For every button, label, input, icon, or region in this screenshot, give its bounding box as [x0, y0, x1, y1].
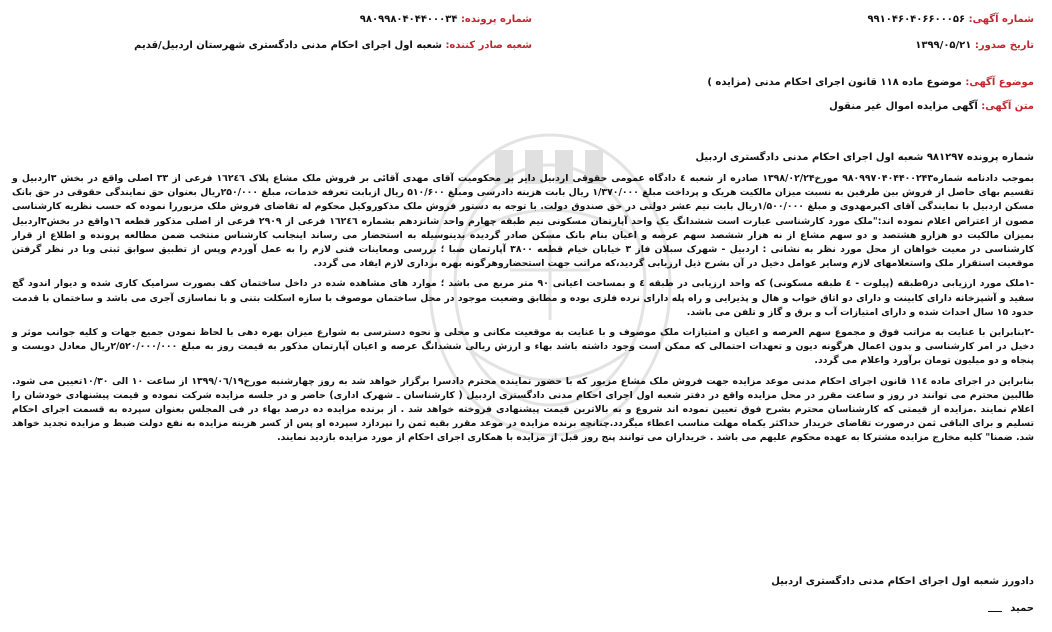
issue-date-label: تاریخ صدور: [974, 40, 1034, 51]
case-number-value: ۹۸۰۹۹۸۰۴۰۴۴۰۰۰۳۴ [359, 14, 458, 25]
paragraph-3: -۲بنابراین با عنایت به مراتب فوق و مجموع سهم العرصه و اعیان و امتیازات ملک موصوف و با عنایت به موقعیت مکانی و محلی و نحوه دسترسی به شوارع میزان بهره دهی با لحاظ نمودن جمیع جهات و کلیه جوانب موثر و دخیل در امر کارشناسی و بدون اعمال هرگونه دیون و تعهدات احتمالی که ممکن است وجود داشته باشد بهاء و ارزش ریالی ششدانگ عرصه و اعیان آپارتمان مذکور به قیمت روز به مبلغ ۲/۵۲۰/۰۰۰/۰۰۰ریال معادل دویست و پنجاه و دو میلیون تومان برآورد واعلام می گردد. [12, 327, 1034, 367]
case-number [360, 14, 532, 25]
notice-text-heading [829, 101, 1034, 112]
body-title: شماره پرونده ۹۸۱۲۹۷ شعبه اول اجرای احکام مدنی دادگستری اردبیل [695, 152, 1034, 163]
case-number-label: شماره پرونده: [460, 14, 532, 25]
issue-date-value: ۱۳۹۹/۰۵/۲۱ [915, 40, 972, 51]
paragraph-1: بموجب دادنامه شماره۹۸۰۹۹۷۰۴۰۴۴۰۰۲۴۳ مورخ۱۳۹۸/۰۲/۲۴ صادره از شعبه ٤ دادگاه عمومی حقوقی اردبیل دایر بر محکومیت آقای مهدی آقائی بر فروش ملک مشاع پلاک ۱٦۲٤٦ فرعی از ۳۳ اصلی واقع در بخش ۳اردبیل و تقسیم بهای حاصل از فروش بین طرفین به نسبت میزان مالکیت هریک و پرداخت مبلغ ۱/۳۷۰/۰۰۰ ریال بابت هزینه دادرسی ومبلغ ۵۱۰/۶۰۰ ریال ازبابت تعرفه خدمات، مبلغ ۲۵۰/۰۰۰ریال بعنوان حق نمایندگی حقوقی در حق بانک مسکن اردبیل با نمایندگی آقای اکبرمهدوی و مبلغ ۱/۵۰۰/۰۰۰ریال بابت نیم عشر دولتی در حق صندوق دولت. با توجه به دستور فروش ملک مذکوروکیل محکوم له تقاضای فروش ملک مزبوررا نموده که حسب نظریه کارشناسی مصون از اعتراض اعلام نموده اند:"ملک مورد کارشناسی عبارت است ششدانگ یک واحد آپارتمان مسکونی نیم طبقه چهارم واحد شانزدهم بشماره ۱٦۲٤٦ فرعی از ۲۹۰۹ فرعی از اصلی مذکور قطعه ۱٦واقع در بخش۳اردبیل بمیزان مالکیت دو هزارو هشتصد و دو سهم مشاع از نه هزار ششصد سهم عرصه و اعیان بنام بانک مسکن صادر گردیده بدینوسیله به استحضار می رساند اینجانب کارشناس منتخب ضمن مطالعه پرونده و اطلاع از قرار کارشناسی در معیت خواهان از محل مورد نظر به نشانی : اردبیل - شهرک سبلان فاز ۳ خیابان خیام قطعه ۳۸۰۰ آپارتمان صبا ؛ بررسی ومعاینات فنی لازم را به عمل آوردم وپس از تطبیق سوابق ثبتی وبا در نظر گرفتن موقعیت استقرار ملک واستعلامهای لازم وسایر عوامل دخیل در آن بشرح ذیل ارزیابی گردید،که مراتب جهت استحضاروهرگونه بهره برداری لازم ایفاد می گردد. [12, 173, 1035, 270]
notice-number-label: شماره آگهی: [968, 14, 1034, 25]
paragraph-2: -۱ملک مورد ارزیابی در۵طبقه (پیلوت - ٤ طبقه مسکونی) که واحد ارزیابی در طبقه ٤ و بمساحت اعیانی ۹۰ متر مربع می باشد ؛ موارد های مشاهده شده در داخل ساختمان کف بصورت سرامیک کاری شده و دیوار اندود گچ سفید و آشپزخانه دارای کابینت و دارای دو اتاق خواب و هال و پذیرایی و راه پله دارای نرده فلزی بوده و مطابق وضعیت موجود در محل ساختمان موصوف با سازه اسکلت بتنی و با نماسازی آجری می باشد و ساختمان با قدمت حدود ۱۵ سال احداث شده و دارای امتیازات آب و برق و گاز و تلفن می باشد. [12, 278, 1035, 318]
signature-name: حمید [1010, 603, 1034, 614]
signature-office: دادورز شعبه اول اجرای احکام مدنی دادگستری اردبیل [771, 576, 1034, 587]
issuer [134, 40, 532, 51]
issuer-value: شعبه اول اجرای احکام مدنی دادگستری شهرستان اردبیل/قدیم [134, 40, 442, 51]
subject-value: موضوع ماده ۱۱۸ قانون اجرای احکام مدنی (مزایده ) [707, 77, 962, 88]
notice-number [867, 14, 1034, 25]
subject [707, 77, 1034, 88]
text-value: آگهی مزایده اموال غیر منقول [829, 101, 978, 112]
notice-number-value: ۹۹۱۰۴۶۰۴۰۶۶۰۰۰۵۶ [867, 14, 966, 25]
text-label: متن آگهی: [981, 101, 1034, 112]
signature-line [988, 611, 1002, 612]
issuer-label: شعبه صادر کننده: [445, 40, 532, 51]
subject-label: موضوع آگهی: [965, 77, 1034, 88]
paragraph-4: بنابراین در اجرای ماده ۱۱٤ قانون اجرای احکام مدنی موعد مزایده جهت فروش ملک مشاع مزبور که با حضور نماینده محترم دادسرا برگزار خواهد شد به روز چهارشنبه مورخ۱۳۹۹/۰٦/۱۹ از ساعت ۱۰ الی ۱۰/۳۰تعیین می شود. طالبین محترم می توانند در روز و ساعت مقرر در محل مزایده واقع در دفتر شعبه اول اجرای احکام مدنی دادگستری اردبیل ( کارشناسان ـ شهرک اداری) حاضر و در جلسه مزایده شرکت نموده و قیمت پیشنهادی خودشان را اعلام نمایند .مزایده از قیمتی که کارشناسان محترم بشرح فوق تعیین نموده اند شروع و به بالاترین قیمت پیشنهادی فروخته خواهد شد . از برنده مزایده ده درصد بهاء در فی المجلس بعنوان سپرده به قسمت اجرای احکام تسلیم و برای الباقی ثمن درصورت تقاضای خریدار حداکثر یکماه مهلت مناسب اعطاء میگردد.چنانچه برنده مزایده در موعد مقرر بقیه ثمن را نپردازد سپرده او پس از کسر هزینه مزایده به نفع دولت ضبط و مزایده تجدید خواهد شد. ضمنا" کلیه مخارج مزایده مشترکا به عهده محکوم علیهم می باشد . خریداران می توانند پنج روز قبل از مزایده با همکاری اجرای احکام از مورد مزایده بازدید نمایند. [12, 375, 1034, 444]
issue-date [915, 40, 1034, 51]
notice-body [12, 172, 1034, 452]
